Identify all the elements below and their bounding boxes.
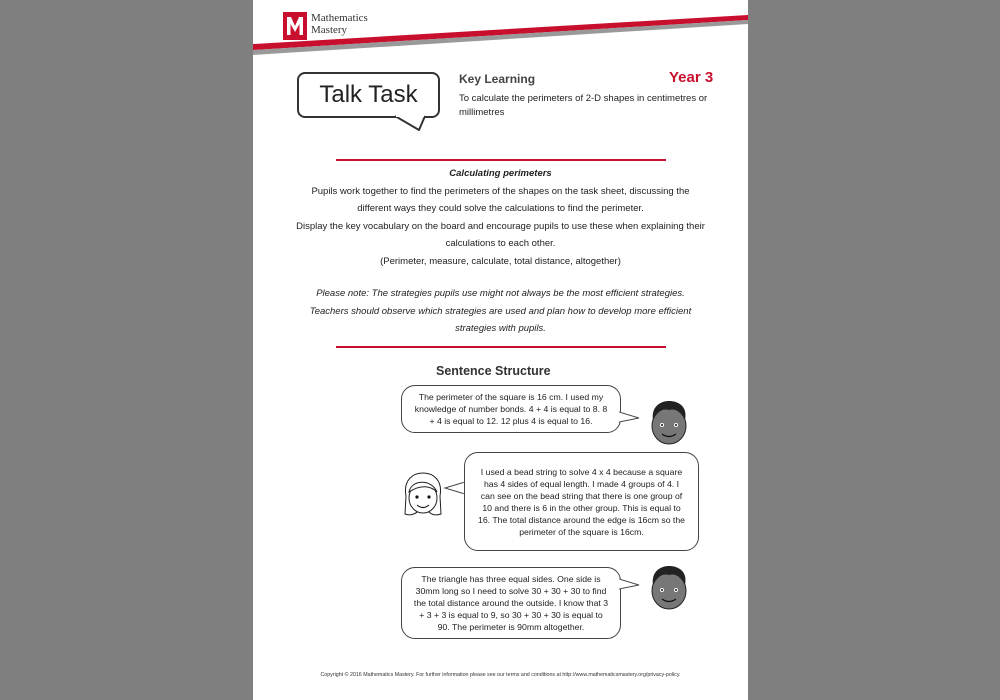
speech-bubble-1: The perimeter of the square is 16 cm. I used my knowledge of number bonds. 4 + 4 is equal to 8. 8 + 4 is equal to 12. 12 plus 4 is equal to 16. (401, 385, 621, 433)
section-line: calculations to each other. (445, 238, 556, 249)
speech-bubble-2-tail-icon (443, 480, 465, 496)
copyright-footer: Copyright © 2016 Mathematics Mastery. For further information please see our terms and conditions at http://www.mathematicsmastery.org/privacy-policy. (320, 672, 681, 678)
please-note-block (268, 285, 733, 338)
key-learning-text: To calculate the perimeters of 2-D shapes in centimetres or millimetres (459, 93, 708, 118)
speech-bubble-3: The triangle has three equal sides. One side is 30mm long so I need to solve 30 + 30 + 30 to find the total distance around the outside. I know that 3 + 3 + 3 is equal to 9, so 30 + 30 + 30 is equal to 90. The perimeter is 90mm altogether. (401, 567, 621, 639)
document-page (253, 0, 748, 700)
speech-bubble-1-tail-icon (619, 410, 641, 424)
calculating-perimeters-section (268, 165, 733, 270)
girl-face-icon (401, 470, 445, 522)
talk-task-label: Talk Task (319, 81, 418, 108)
speech-bubble-3-tail-icon (619, 577, 641, 591)
note-line: Teachers should observe which strategies are used and plan how to develop more efficient (309, 305, 692, 317)
logo-name-line2: Mastery (311, 24, 348, 36)
divider-bottom (336, 346, 666, 348)
talk-task-badge (297, 72, 440, 118)
section-line: different ways they could solve the calculations to find the perimeter. (357, 203, 644, 214)
key-learning-title: Key Learning (459, 72, 536, 86)
note-line: strategies with pupils. (455, 323, 546, 334)
logo-dots: •••• (284, 42, 297, 48)
vocabulary-line: (Perimeter, measure, calculate, total distance, altogether) (380, 255, 621, 267)
boy-face-icon (647, 398, 691, 448)
section-line: Display the key vocabulary on the board and encourage pupils to use these when explaining their (296, 220, 705, 232)
logo-mark-icon (283, 12, 307, 40)
section-title: Calculating perimeters (449, 168, 552, 179)
logo-text (311, 12, 368, 36)
divider-top (336, 159, 666, 161)
talk-task-tail-icon (395, 115, 431, 131)
section-line: Pupils work together to find the perimeters of the shapes on the task sheet, discussing the (311, 185, 690, 197)
note-line: Please note: The strategies pupils use might not always be the most efficient strategies. (316, 288, 685, 299)
sentence-structure-title: Sentence Structure (436, 364, 551, 378)
boy-face-icon (647, 563, 691, 613)
logo-name-line1: Mathematics (311, 12, 368, 24)
speech-bubble-2: I used a bead string to solve 4 x 4 because a square has 4 sides of equal length. I made 4 groups of 4. I can see on the bead string that there is one group of 10 and there is 6 in the other group. This is equal to 16. The total distance around the edge is 16cm so the perimeter of the square is 16cm. (464, 452, 699, 551)
year-label: Year 3 (669, 69, 714, 86)
